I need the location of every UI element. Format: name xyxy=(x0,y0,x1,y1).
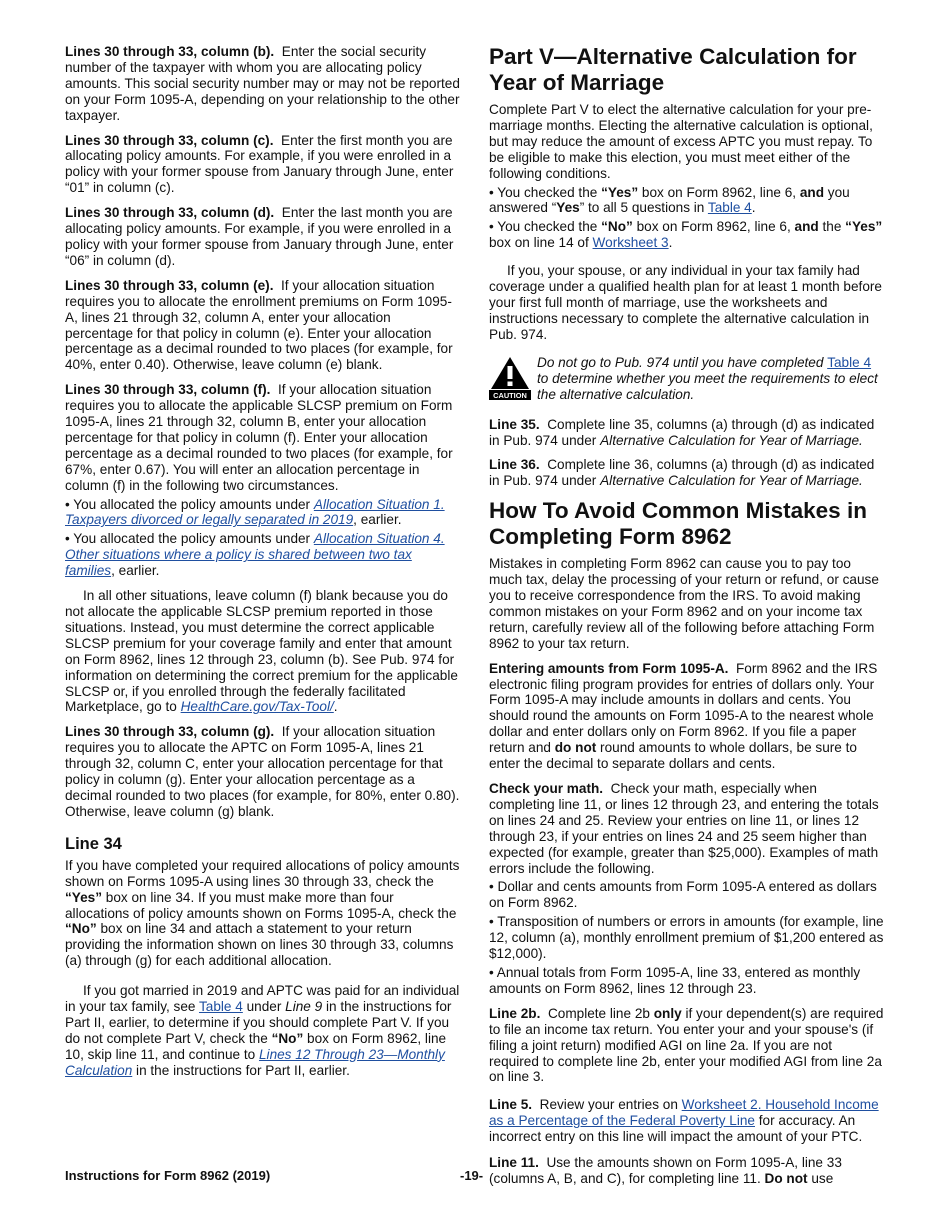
paragraph-col-d xyxy=(65,205,460,269)
paragraph-text: Complete line 2b xyxy=(547,1005,654,1021)
paragraph-mistakes-intro: Mistakes in completing Form 8962 can cause you to pay too much tax, delay the processing of your return or refund, or cause you to receive correspondence from the IRS. To avoid making common mistakes on your Form 8962 and on your income tax return, carefully review all of the following before attaching Form 8962 to your tax return. xyxy=(489,556,879,651)
allocation-situation-4-link[interactable]: Allocation Situation 4. Other situations where a policy is shared between two tax families xyxy=(65,531,445,579)
paragraph-text: Check your math, especially when completing line 11, or lines 12 through 23, and entering the totals on lines 24 and 25. Review your entries on line 11, or lines 12 through 23, if your entries on lines 24 and 25 seem higher than expected (for example, greater than $25,000). Examples of math errors include the following. xyxy=(489,781,879,876)
paragraph-heading: Lines 30 through 33, column (c). xyxy=(65,132,274,148)
paragraph-heading: Lines 30 through 33, column (f). xyxy=(65,382,271,398)
do-not-text: do not xyxy=(554,740,597,756)
bullet-allocation-situation-1 xyxy=(65,497,460,529)
paragraph-col-c xyxy=(65,133,460,197)
paragraph-text: If you have completed your required allocations of policy amounts shown on Forms 1095-A using lines 30 through 33, check the xyxy=(65,857,460,889)
do-not-text: Do not xyxy=(764,1170,808,1186)
paragraph-col-b xyxy=(65,44,460,124)
paragraph-line-5 xyxy=(489,1097,884,1145)
paragraph-heading: Check your math. xyxy=(489,781,604,796)
paragraph-text: Use the amounts shown on Form 1095-A, line 33 (columns A, B, and C), for completing line 11. xyxy=(489,1155,842,1186)
bullet-text: ” to all 5 questions in xyxy=(579,200,708,216)
bullet-text: . xyxy=(751,200,756,216)
paragraph-line-36 xyxy=(489,457,884,489)
footer-form-title: Instructions for Form 8962 (2019) xyxy=(65,1168,271,1183)
no-text: “No” xyxy=(601,219,633,235)
paragraph-heading: Lines 30 through 33, column (b). xyxy=(65,44,275,59)
paragraph-text: Enter the first month you are allocating policy amounts. For example, if you were enrolled in a policy with your former spouse from January through June, enter “01” in column (c). xyxy=(65,132,454,196)
paragraph-other-situations xyxy=(65,588,460,715)
caution-text-part: Do not go to Pub. 974 until you have completed xyxy=(537,354,828,370)
no-text: “No” xyxy=(271,1030,304,1046)
paragraph-text: Complete line 36, columns (a) through (d) as indicated in Pub. 974 under xyxy=(489,457,875,489)
caution-icon xyxy=(489,355,531,405)
bullet-dollar-cents: • Dollar and cents amounts from Form 1095-A entered as dollars on Form 8962. xyxy=(489,879,877,911)
line-9-text: Line 9 xyxy=(285,999,323,1015)
paragraph-line-34 xyxy=(65,858,460,969)
table-4-link[interactable]: Table 4 xyxy=(198,999,243,1015)
paragraph-qualified-coverage: If you, your spouse, or any individual in your tax family had coverage under a qualified health plan for at least 1 month before your first full month of marriage, use the worksheets and instructions necessary to complete the alternative calculation in Pub. 974. xyxy=(489,263,882,342)
paragraph-heading: Lines 30 through 33, column (d). xyxy=(65,205,275,221)
paragraph-text: Review your entries on xyxy=(539,1097,682,1113)
paragraph-text: If your allocation situation requires you to allocate the APTC on Form 1095-A, lines 21 through 32, column C, enter your allocation percentage for that policy in column (g). Enter your allocation percentage as a decimal rounded to two places (for example, for 80%, enter 0.80). Otherwise, leave column (g) blank. xyxy=(65,724,460,819)
paragraph-check-math xyxy=(489,781,884,876)
bullet-text: box on Form 8962, line 6, xyxy=(632,219,795,235)
yes-text: “Yes” xyxy=(601,184,639,200)
part-v-heading: Part V—Alternative Calculation for Year of Marriage xyxy=(489,44,857,95)
caution-text xyxy=(537,355,884,405)
healthcare-tax-tool-link[interactable]: HealthCare.gov/Tax-Tool/ xyxy=(180,699,334,715)
bullet-annual-totals: • Annual totals from Form 1095-A, line 33, entered as monthly amounts on Form 8962, lines 12 through 23. xyxy=(489,964,861,996)
paragraph-text: Form 8962 and the IRS electronic filing program provides for entries of dollars only. Your Form 1095-A may include amounts in dollars and cents. You should round the amounts on Form 1095-A to the nearest whole dollar and enter dollars only on Form 8962. If you file a paper return and xyxy=(489,660,878,756)
yes-text: “Yes” xyxy=(65,889,103,905)
paragraph-heading: Lines 30 through 33, column (g). xyxy=(65,724,275,740)
bullet-text: , earlier. xyxy=(353,512,402,528)
caution-box xyxy=(489,355,884,405)
paragraph-text: Enter the last month you are allocating policy amounts. For example, if you were enrolled in a policy with your former spouse from January through June, enter “06” in column (d). xyxy=(65,205,454,268)
bullet-allocation-situation-4 xyxy=(65,531,460,579)
paragraph-text: box on line 34. If you must make more than four allocations of policy amounts shown on Forms 1095-A, check the xyxy=(65,889,457,921)
table-4-link[interactable]: Table 4 xyxy=(707,200,752,216)
bullet-no-condition xyxy=(489,219,884,251)
paragraph-text: use xyxy=(807,1170,834,1186)
worksheet-3-link[interactable]: Worksheet 3 xyxy=(592,235,669,251)
paragraph-text: in the instructions for Part II, earlier, to determine if you should complete Part V. If you do not complete Part V, check the xyxy=(65,999,452,1046)
paragraph-heading: Line 35. xyxy=(489,416,540,432)
yes-text: Yes xyxy=(556,200,580,216)
paragraph-married-2019 xyxy=(65,983,460,1078)
caution-label: CAUTION xyxy=(493,390,527,400)
allocation-situation-1-link[interactable]: Allocation Situation 1. Taxpayers divorced or legally separated in 2019 xyxy=(65,496,445,528)
footer-page-number: -19- xyxy=(460,1168,484,1183)
paragraph-heading: Line 5. xyxy=(489,1097,533,1113)
paragraph-text: box on line 34 and attach a statement to your return providing the information shown on lines 30 through 33, columns (a) through (g) for each additional allocation. xyxy=(65,921,454,969)
paragraph-entering-amounts xyxy=(489,661,884,772)
bullet-text: • You checked the xyxy=(489,219,602,235)
yes-text: “Yes” xyxy=(845,219,883,235)
no-text: “No” xyxy=(65,921,97,937)
paragraph-text: If your allocation situation requires you to allocate the enrollment premiums on Form 1095-A, lines 21 through 32, column A, enter your allocation percentage for that policy in column (e). Enter your allocation percentage as a decimal rounded to two places (for example, for 40%, enter 0.40). Otherwise, leave column (e) blank. xyxy=(65,277,453,373)
paragraph-text: under xyxy=(242,999,286,1015)
paragraph-text: In all other situations, leave column (f) blank because you do not allocate the applicable SLCSP premium reported in those situations. Instead, you must determine the correct applicable SLCSP premium for your coverage family and enter that amount on Form 8962, lines 12 through 23, column (b). See Pub. 974 for information on determining the correct premium for the applicable SLCSP or, if you enrolled through the federally facilitated Marketplace, go to xyxy=(65,588,458,715)
and-text: and xyxy=(799,184,825,200)
paragraph-text: box on Form 8962, line 10, skip line 11, and continue to xyxy=(65,1030,447,1062)
italic-reference: Alternative Calculation for Year of Marriage. xyxy=(600,432,863,448)
paragraph-text: for accuracy. An incorrect entry on this line will impact the amount of your PTC. xyxy=(489,1113,863,1145)
worksheet-2-link[interactable]: Worksheet 2. Household Income as a Percentage of the Federal Poverty Line xyxy=(489,1097,879,1129)
only-text: only xyxy=(653,1005,682,1021)
paragraph-col-f xyxy=(65,382,460,493)
paragraph-line-2b xyxy=(489,1006,884,1086)
paragraph-heading: Line 2b. xyxy=(489,1005,541,1021)
bullet-text: • You allocated the policy amounts under xyxy=(65,531,314,547)
paragraph-text: If you got married in 2019 and APTC was paid for an individual in your tax family, see xyxy=(65,983,460,1015)
monthly-calculation-link[interactable]: Lines 12 Through 23—Monthly Calculation xyxy=(65,1046,445,1078)
bullet-text: box on Form 8962, line 6, xyxy=(638,184,800,200)
paragraph-part-v-intro: Complete Part V to elect the alternative calculation for your pre-marriage months. Electing the alternative calculation is optional, but may reduce the amount of excess APTC you must repay. To be eligible to make this election, you must meet either of the following conditions. xyxy=(489,102,873,181)
paragraph-text: Complete line 35, columns (a) through (d) as indicated in Pub. 974 under xyxy=(489,416,875,448)
common-mistakes-heading: How To Avoid Common Mistakes in Completing Form 8962 xyxy=(489,498,867,550)
left-column xyxy=(65,44,460,1088)
paragraph-text: If your allocation situation requires you to allocate the applicable SLCSP premium on Form 1095-A, lines 21 through 32, column B, enter your allocation percentage for that policy in column (f). Enter your allocation percentage as a decimal rounded to two places (for example, for 67%, enter 0.67). You will enter an allocation percentage in column (f) in the following two circumstances. xyxy=(65,382,453,493)
paragraph-text: Enter the social security number of the taxpayer with whom you are allocating policy amounts. This social security number may or may not be reported on your Form 1095-A, depending on your relationship to the other taxpayer. xyxy=(65,44,460,123)
bullet-transposition: • Transposition of numbers or errors in amounts (for example, line 12, column (a), monthly enrollment premium of $1,200 entered as $12,000). xyxy=(489,914,884,962)
paragraph-text: . xyxy=(333,699,338,715)
line-34-heading: Line 34 xyxy=(65,834,122,853)
and-text: and xyxy=(794,219,819,235)
bullet-yes-condition xyxy=(489,185,884,217)
paragraph-col-e xyxy=(65,278,460,373)
bullet-text: . xyxy=(668,235,673,251)
caution-triangle-icon xyxy=(489,355,531,401)
bullet-text: you answered “ xyxy=(489,184,850,216)
paragraph-text: if your dependent(s) are required to file an income tax return. You enter your and your spouse's (if filing a joint return) modified AGI on line 2a. If you are not required to complete line 2b, enter your modified AGI from line 2a on line 3. xyxy=(489,1005,884,1085)
right-column xyxy=(489,44,884,1196)
bullet-text: the xyxy=(818,219,846,235)
bullet-text: • You checked the xyxy=(489,184,602,200)
paragraph-heading: Lines 30 through 33, column (e). xyxy=(65,277,274,293)
paragraph-heading: Line 36. xyxy=(489,457,540,473)
italic-reference: Alternative Calculation for Year of Marriage. xyxy=(600,473,863,489)
paragraph-heading: Line 11. xyxy=(489,1155,539,1171)
table-4-link[interactable]: Table 4 xyxy=(827,354,872,370)
paragraph-text: in the instructions for Part II, earlier. xyxy=(132,1062,350,1078)
paragraph-col-g xyxy=(65,724,460,819)
caution-text-part: to determine whether you meet the requirements to elect the alternative calculation. xyxy=(537,370,878,402)
bullet-text: • You allocated the policy amounts under xyxy=(65,496,314,512)
paragraph-line-35 xyxy=(489,417,884,449)
bullet-text: box on line 14 of xyxy=(489,235,593,251)
paragraph-line-11 xyxy=(489,1155,884,1187)
paragraph-heading: Entering amounts from Form 1095-A. xyxy=(489,660,729,676)
paragraph-text: round amounts to whole dollars, be sure to enter the decimal to separate dollars and cents. xyxy=(489,740,857,772)
bullet-text: , earlier. xyxy=(111,563,160,579)
